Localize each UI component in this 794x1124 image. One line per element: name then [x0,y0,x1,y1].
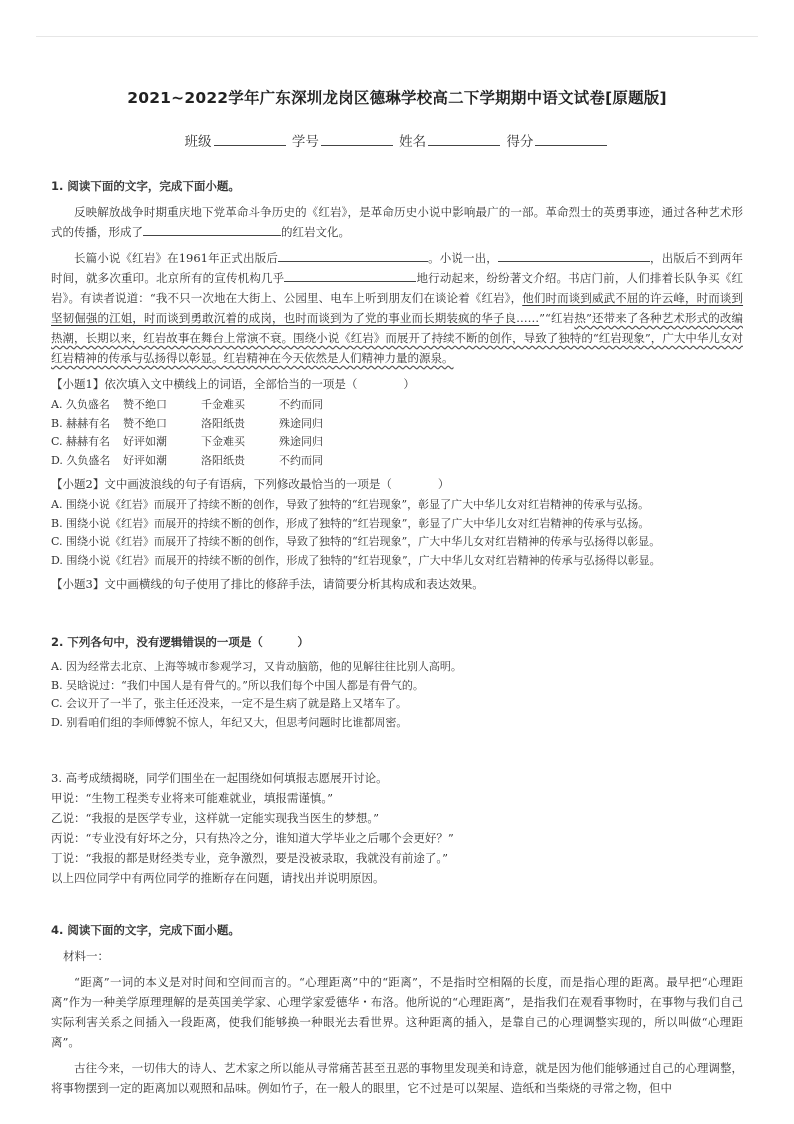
q3-line-0: 3. 高考成绩揭晓，同学们围坐在一起围绕如何填报志愿展开讨论。 [51,771,388,785]
sub2-option-c[interactable]: C. 围绕小说《红岩》而展开了持续不断的创作，导致了独特的“红岩现象”，广大中华儿女对红岩精神的传承与弘扬得以彰显。 [51,535,661,548]
blank-3[interactable] [498,249,650,262]
sub1-option-b[interactable]: B. 赫赫有名 赞不绝口 洛阳纸贵 殊途同归 [51,416,323,430]
question-4 [51,922,743,1098]
q2-option-a[interactable]: A. 因为经常去北京、上海等城市参观学习，又肯动脑筋，他的见解往往比别人高明。 [51,660,462,673]
q3-line-3: 丙说：“专业没有好坏之分，只有热冷之分，谁知道大学毕业之后哪个会更好？” [51,831,454,845]
q3-line-4: 丁说：“我报的都是财经类专业，竞争激烈，要是没被录取，我就没有前途了。” [51,851,449,865]
page-top-rule [36,36,758,37]
q1-sub1-prompt: 【小题1】依次填入文中横线上的词语，全部恰当的一项是（ ） [51,377,415,391]
q1-paragraph-1: 反映解放战争时期重庆地下党革命斗争历史的《红岩》，是革命历史小说中影响最广的一部。革命烈士的英勇事迹，通过各种艺术形式的传播，形成了 的红岩文化。 [51,205,743,239]
field-name-label: 姓名 [399,134,427,150]
question-2-heading: 2. 下列各句中，没有逻辑错误的一项是（ ） [51,635,309,649]
exam-page [51,86,744,1095]
field-class-blank[interactable] [214,134,286,146]
q3-line-5: 以上四位同学中有两位同学的推断存在问题，请找出并说明原因。 [51,871,385,885]
exam-title: 2021~2022学年广东深圳龙岗区德琳学校高二下学期期中语文试卷[原题版] [127,89,667,107]
q2-options [51,658,743,732]
sub1-option-c[interactable]: C. 赫赫有名 好评如潮 下金难买 殊途同归 [51,435,323,448]
sub2-option-b[interactable]: B. 围绕小说《红岩》而展开的持续不断的创作，形成了独特的“红岩现象”，彰显了广大中华儿女对红岩精神的传承与弘扬。 [51,516,650,530]
student-info-line [51,130,743,150]
field-number-blank[interactable] [321,134,393,146]
field-score-label: 得分 [506,134,534,150]
q2-option-b[interactable]: B. 吴晗说过：“我们中国人是有骨气的。”所以我们每个中国人都是有骨气的。 [51,678,424,692]
q3-line-2: 乙说：“我报的是医学专业，这样就一定能实现我当医生的梦想。” [51,811,380,825]
q2-option-c[interactable]: C. 会议开了一半了，张主任还没来，一定不是生病了就是路上又堵车了。 [51,697,408,710]
question-1-heading: 1. 阅读下面的文字，完成下面小题。 [51,179,240,193]
straight-underlined-sentence: 他们时而谈到威武不屈的许云峰，时而谈到坚韧倔强的江姐，时而谈到勇敢沉着的成岗，也时而谈到为了党的事业而长期装疯的华子良…… [51,291,744,325]
q4-paragraph-1: “距离”一词的本义是对时间和空间而言的。“心理距离”中的“距离”，不是指时空相隔的长度，而是指心理的距离。最早把“心理距离”作为一种美学原理理解的是英国美学家、心理学家爱德华・布洛。他所说的“心理距离”，是指我们在观看事物时，在事物与我们自己实际利害关系之间插入一段距离，使我们能够换一种眼光去看世界。这种距离的插入，是靠自己的心理调整实现的，所以叫做“心理距离”。 [51,975,743,1049]
question-3 [51,768,743,888]
q1-sub1-options [51,396,743,470]
wavy-underlined-sentence: 热”还带来了各种艺术形式的改编热潮，长期以来，红岩故事在舞台上常演不衰。围绕小说《红岩》而展开了持续不断的创作，导致了独特的“红岩现象”，广大中华儿女对红岩精神的传承与弘扬得以彰显。红岩精神在今天依然是人们精神力量的源泉。 [51,311,743,365]
question-4-heading: 4. 阅读下面的文字，完成下面小题。 [51,923,240,937]
blank-2[interactable] [278,249,428,262]
question-2 [51,634,743,732]
q3-line-1: 甲说：“生物工程类专业将来可能难就业，填报需谨慎。” [51,791,334,805]
field-number-label: 学号 [291,134,319,150]
q1-sub2-options [51,496,743,570]
q1-sub2-prompt: 【小题2】文中画波浪线的句子有语病，下列修改最恰当的一项是（ ） [51,477,450,491]
sub1-option-d[interactable]: D. 久负盛名 好评如潮 洛阳纸贵 不约而同 [51,453,323,467]
blank-4[interactable] [284,269,416,282]
sub2-option-a[interactable]: A. 围绕小说《红岩》而展开了持续不断的创作，导致了独特的“红岩现象”，彰显了广大中华儿女对红岩精神的传承与弘扬。 [51,498,650,511]
q2-option-d[interactable]: D. 别看咱们组的李师傅貌不惊人，年纪又大，但思考问题时比谁都周密。 [51,715,408,729]
field-class-label: 班级 [184,134,212,150]
sub1-option-a[interactable]: A. 久负盛名 赞不绝口 千金难买 不约而同 [51,398,323,411]
field-score-blank[interactable] [535,134,607,146]
q4-paragraph-2: 古往今来，一切伟大的诗人、艺术家之所以能从寻常痛苦甚至丑恶的事物里发现美和诗意，就是因为他们能够通过自己的心理调整，将事物摆到一定的距离加以观照和品味。例如竹子，在一般人的眼里，它不过是可以架屋、造纸和当柴烧的寻常之物，但中 [51,1061,743,1095]
blank-1[interactable] [143,223,281,236]
q1-sub3-prompt: 【小题3】文中画横线的句子使用了排比的修辞手法，请简要分析其构成和表达效果。 [51,577,484,591]
question-1 [51,178,743,594]
sub2-option-d[interactable]: D. 围绕小说《红岩》而展开的持续不断的创作，形成了独特的“红岩现象”，广大中华儿女对红岩精神的传承与弘扬得以彰显。 [51,553,661,567]
q1-paragraph-2: 长篇小说《红岩》在1961年正式出版后 。小说一出， ，出版后不到两年时间，就多次重印。北京所有的宣传机构几乎 地行动起来，纷纷著文介绍。书店门前，人们排着长队争买《红岩》。有读者说道：“我不只一次地在大街上、公园里、电车上听到朋友们在谈论着《红岩》，他们时而谈到威武不屈的许云峰，时而谈到坚韧倔强的江姐，时而谈到勇敢沉着的成岗，也时而谈到为了党的事业而长期装疯的华子良……”“红岩热”还带来了各种艺术形式的改编热潮，长期以来，红岩故事在舞台上常演不衰。围绕小说《红岩》而展开了持续不断的创作，导致了独特的“红岩现象”，广大中华儿女对红岩精神的传承与弘扬得以彰显。红岩精神在今天依然是人们精神力量的源泉。 [51,251,744,365]
field-name-blank[interactable] [428,134,500,146]
q4-material-label: 材料一： [63,949,109,963]
